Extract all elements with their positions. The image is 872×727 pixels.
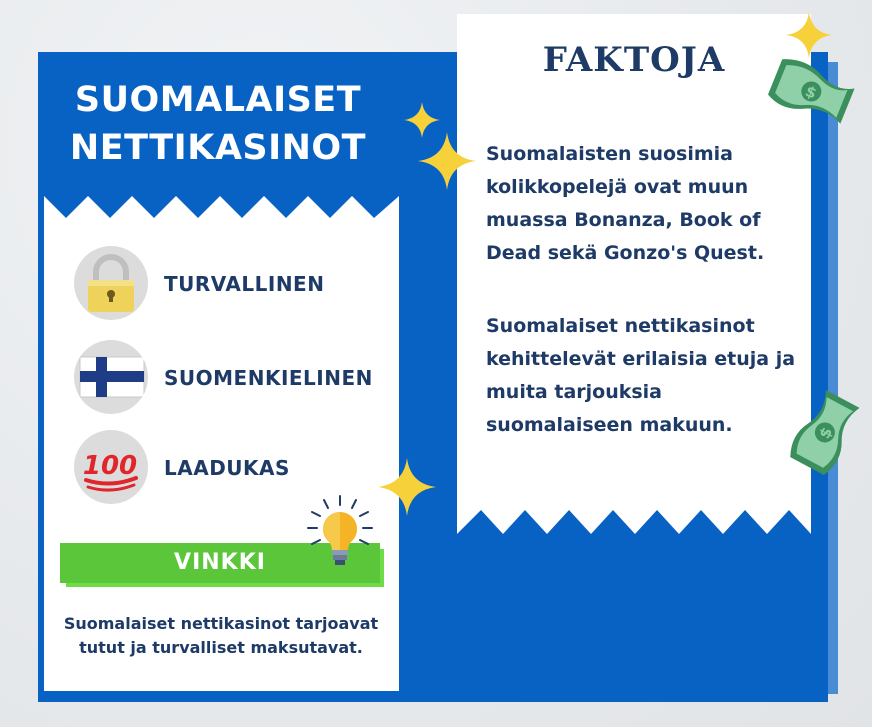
money-bill-icon [764, 58, 856, 126]
money-bill-icon [782, 380, 866, 484]
sparkle-icon [786, 12, 832, 58]
feature-row-finnish [44, 340, 399, 420]
facts-title: FAKTOJA [542, 40, 726, 80]
title-line-1: SUOMALAISET [74, 80, 362, 120]
svg-text:$: $ [815, 424, 837, 442]
tip-label: VINKKI [174, 550, 266, 575]
feature-label-finnish: SUOMENKIELINEN [164, 366, 373, 390]
tip-text: Suomalaiset nettikasinot tarjoavat tutut ja turvalliset maksutavat. [63, 614, 379, 657]
title-line-2: NETTIKASINOT [69, 128, 367, 168]
svg-text:$: $ [802, 82, 820, 103]
sparkle-icon [378, 458, 436, 516]
feature-label-quality: LAADUKAS [164, 456, 290, 480]
main-title [38, 76, 398, 172]
feature-row-secure [44, 246, 399, 326]
fact-2: Suomalaiset nettikasinot kehittelevät erilaisia etuja ja muita tarjouksia suomalaiseen makuun. [486, 315, 796, 436]
lock-icon [74, 246, 148, 320]
facts-card [457, 14, 811, 534]
hundred-text: 100 [82, 451, 138, 481]
hundred-points-icon [74, 430, 148, 504]
lightbulb-icon [304, 494, 376, 574]
feature-label-secure: TURVALLINEN [164, 272, 325, 296]
finland-flag-icon [74, 340, 148, 414]
fact-1: Suomalaisten suosimia kolikkopelejä ovat muun muassa Bonanza, Book of Dead sekä Gonzo's Quest. [486, 143, 765, 264]
sparkle-icon [418, 132, 476, 190]
